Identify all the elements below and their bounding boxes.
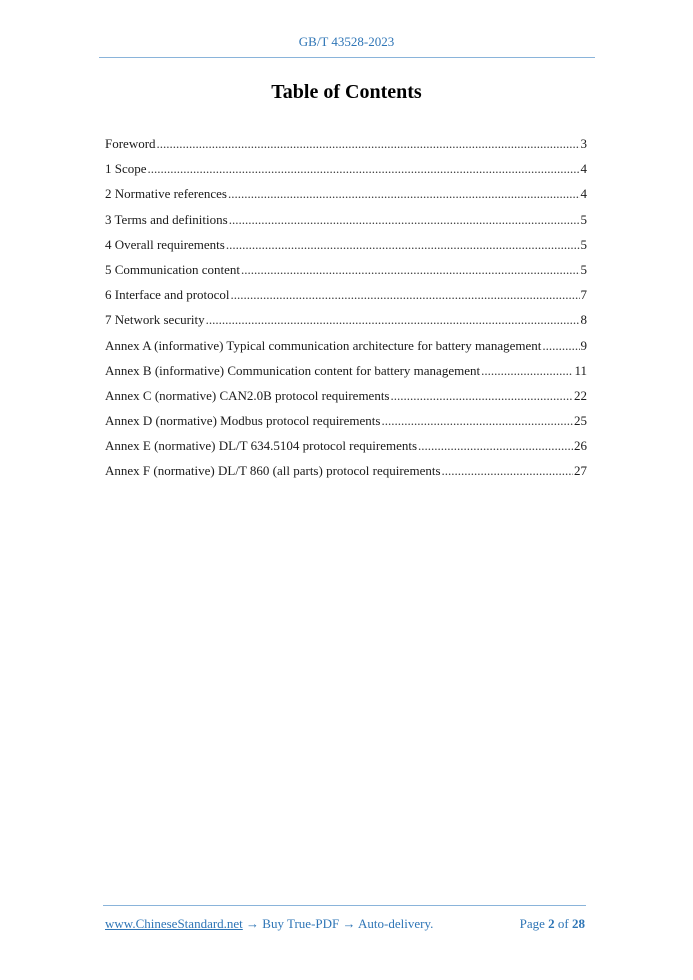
toc-entry-label: 4 Overall requirements <box>105 236 225 252</box>
toc-entry[interactable] <box>105 463 587 488</box>
toc-entry-label: Annex E (normative) DL/T 634.5104 protocol requirements <box>105 438 418 454</box>
toc-entry-label: 2 Normative references <box>105 186 227 202</box>
arrow-right-icon: → <box>342 916 356 931</box>
dot-leader <box>157 136 580 152</box>
toc-entry-page: 4 <box>580 161 587 177</box>
toc-entry-label: 6 Interface and protocol <box>105 287 230 303</box>
page-word: Page <box>519 916 545 931</box>
toc-list <box>105 136 587 489</box>
toc-entry-label: Foreword <box>105 136 156 151</box>
dot-leader <box>381 413 573 429</box>
toc-entry-page: 11 <box>574 362 587 378</box>
dot-leader <box>148 161 580 177</box>
footer-promo <box>105 916 433 932</box>
toc-entry-page: 5 <box>580 261 587 277</box>
toc-entry-page: 3 <box>580 136 587 151</box>
toc-entry[interactable] <box>105 161 587 186</box>
toc-entry-page: 26 <box>574 438 587 454</box>
toc-entry[interactable] <box>105 262 587 287</box>
dot-leader <box>481 363 573 379</box>
dot-leader <box>442 463 573 479</box>
dot-leader <box>542 338 579 354</box>
page-indicator <box>520 916 585 932</box>
toc-entry-label: Annex F (normative) DL/T 860 (all parts) protocol requirements <box>105 463 441 479</box>
page-title: Table of Contents <box>271 81 422 103</box>
toc-entry[interactable] <box>105 212 587 237</box>
toc-entry-label: 5 Communication content <box>105 261 241 277</box>
dot-leader <box>391 388 574 404</box>
toc-entry-page: 5 <box>580 211 587 227</box>
dot-leader <box>206 312 580 328</box>
toc-entry[interactable] <box>105 287 587 312</box>
toc-entry[interactable] <box>105 338 587 363</box>
delivery-text: Auto-delivery. <box>358 916 434 931</box>
toc-entry[interactable] <box>105 438 587 463</box>
dot-leader <box>231 287 580 303</box>
arrow-right-icon: → <box>246 916 260 931</box>
header-divider <box>99 57 595 58</box>
site-link[interactable]: www.ChineseStandard.net <box>105 916 243 931</box>
dot-leader <box>418 438 573 454</box>
toc-entry[interactable] <box>105 186 587 211</box>
toc-entry[interactable] <box>105 136 587 161</box>
toc-entry-page: 8 <box>580 312 587 328</box>
buy-link[interactable]: Buy True-PDF <box>262 916 340 931</box>
toc-entry[interactable] <box>105 237 587 262</box>
toc-entry-label: 7 Network security <box>105 312 205 328</box>
toc-entry-page: 25 <box>574 413 587 429</box>
toc-entry-label: Annex D (normative) Modbus protocol requirements <box>105 413 381 429</box>
toc-entry-label: 3 Terms and definitions <box>105 211 228 227</box>
toc-entry-page: 7 <box>580 287 587 303</box>
toc-entry-page: 5 <box>580 236 587 252</box>
document-code: GB/T 43528-2023 <box>298 34 395 49</box>
toc-entry[interactable] <box>105 388 587 413</box>
dot-leader <box>229 212 580 228</box>
footer-divider <box>103 905 586 906</box>
current-page-number: 2 <box>548 916 555 931</box>
toc-entry-label: 1 Scope <box>105 161 147 177</box>
dot-leader <box>226 237 580 253</box>
toc-entry[interactable] <box>105 312 587 337</box>
toc-entry-label: Annex B (informative) Communication content for battery management <box>105 362 481 378</box>
toc-entry-page: 22 <box>574 387 587 403</box>
toc-entry-page: 9 <box>580 337 587 353</box>
toc-entry-label: Annex A (informative) Typical communication architecture for battery management <box>105 337 542 353</box>
dot-leader <box>228 186 580 202</box>
toc-entry[interactable] <box>105 413 587 438</box>
total-pages-number: 28 <box>572 916 585 931</box>
dot-leader <box>241 262 579 278</box>
toc-entry-page: 4 <box>580 186 587 202</box>
toc-entry[interactable] <box>105 363 587 388</box>
of-word: of <box>557 916 569 931</box>
toc-entry-page: 27 <box>574 463 587 479</box>
toc-entry-label: Annex C (normative) CAN2.0B protocol requirements <box>105 387 390 403</box>
